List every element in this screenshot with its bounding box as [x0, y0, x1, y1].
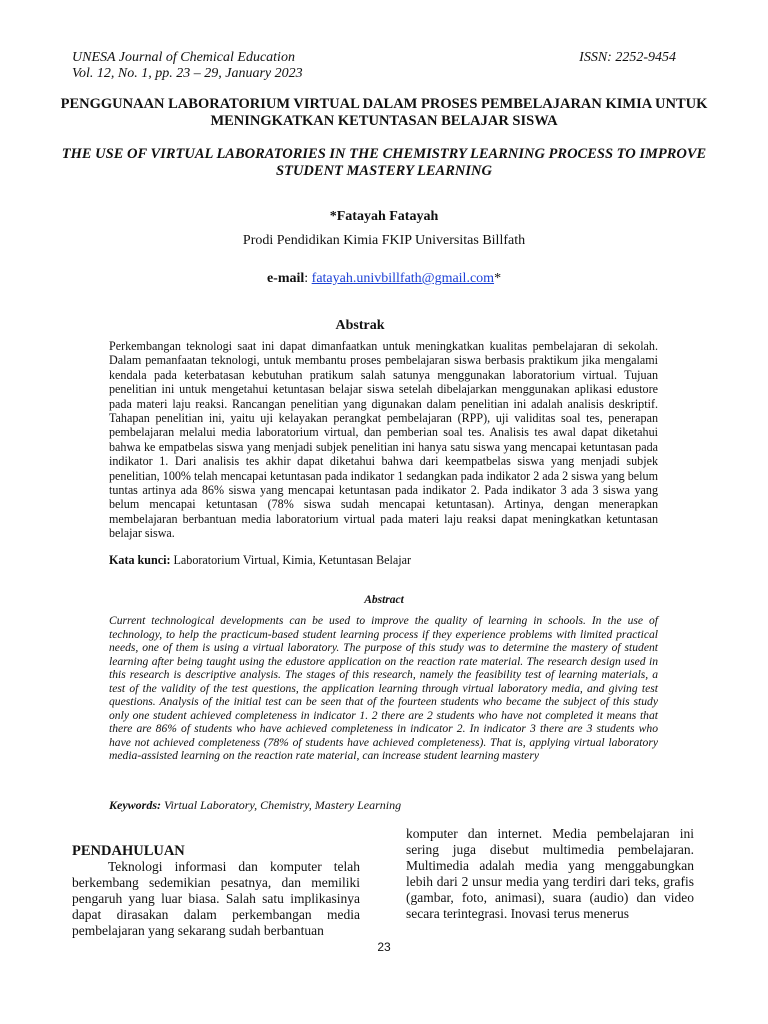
journal-volume: Vol. 12, No. 1, pp. 23 – 29, January 2023 — [72, 66, 303, 81]
abstract-en-body: Current technological developments can be used to improve the quality of learning in schools. In the use of technology, to help the practicum-based student learning process if they experience problems with limited practical needs, one of them is using a virtual laboratory. The purpose of this study was to determine the mastery of student learning after being taught using the edustore application on the reaction rate material. The research design used in this research is descriptive analysis. The stages of this research, namely the feasibility test of learning materials, a test of the validity of the test questions, the application learning through virtual laboratory media, and giving test questions. Analysis of the initial test can be seen that of the fourteen students who became the subject of this study only one student achieved completeness in indicator 1. 2 there are 2 students who have not completed it means that there are 86% of students who have achieved completeness in indicator 2. In indicator 3 there are 3 students who have not achieved completeness (78% of students have achieved completeness). That is, applying virtual laboratory media-assisted learning on the reaction rate material, can increase student learning mastery — [109, 614, 658, 762]
page-number: 23 — [377, 940, 391, 954]
intro-left-column — [72, 843, 360, 939]
abstract-id-heading: Abstrak — [335, 318, 385, 333]
journal-header — [72, 50, 303, 82]
email-separator: : — [304, 271, 312, 286]
keywords-id-label: Kata kunci: — [109, 553, 171, 567]
author-name: *Fatayah Fatayah — [329, 209, 439, 224]
keywords-en — [109, 798, 401, 813]
keywords-en-text: Virtual Laboratory, Chemistry, Mastery Learning — [164, 798, 402, 812]
author-email-line — [0, 271, 768, 287]
abstract-en-heading: Abstract — [364, 594, 404, 606]
abstract-id-body: Perkembangan teknologi saat ini dapat dimanfaatkan untuk meningkatkan kualitas pembelajaran di sekolah. Dalam pemanfaatan teknologi, untuk membantu proses pembelajaran siswa berbasis praktikum jika mengalami kendala pada keterbatasan kebutuhan pratikum salah satunya menggunakan laboratorium virtual. Tujuan penelitian ini untuk mengetahui ketuntasan belajar siswa setelah dibelajarkan menggunakan aplikasi edustore pada materi laju reaksi. Rancangan penelitian yang digunakan dalam penelitian ini adalah analisis deskriptif. Tahapan penelitian ini, yaitu uji kelayakan perangkat pembelajaran (RPP), uji validitas soal tes, penerapan pembelajaran melalui media laboratorium virtual, dan pemberian soal tes. Analisis tes awal dapat diketahui bahwa ke empatbelas siswa yang menjadi subjek penelitian ini hanya satu siswa yang mencapai ketuntasan pada indikator 1. Dari analisis tes akhir dapat diketahui bahwa dari keempatbelas siswa yang menjadi subjek penelitian, 100% telah mencapai ketuntasan pada indikator 1 sedangkan pada indikator 2 ada 2 siswa yang belum tuntas artinya ada 86% siswa yang mencapai ketuntasan pada indikator 2. Pada indikator 3 ada 3 siswa yang belum mencapai ketuntasan (78% siswa sudah mencapai ketuntasan). Artinya, dengan menerapkan membelajaran berbantuan media laboratorium virtual pada materi laju reaksi dapat meningkatkan ketuntasan belajar siswa. — [109, 339, 658, 541]
intro-right-column: komputer dan internet. Media pembelajaran ini sering juga disebut multimedia pembelajaran. Multimedia adalah media yang menggabungkan lebih dari 2 unsur media yang terdiri dari teks, grafis (gambar, foto, animasi), suara (audio) dan video secara terintegrasi. Inovasi terus menerus — [406, 826, 694, 921]
title-english: THE USE OF VIRTUAL LABORATORIES IN THE CHEMISTRY LEARNING PROCESS TO IMPROVE STUDENT MASTERY LEARNING — [61, 146, 707, 179]
author-affiliation: Prodi Pendidikan Kimia FKIP Universitas Billfath — [242, 233, 526, 248]
keywords-id-text: Laboratorium Virtual, Kimia, Ketuntasan Belajar — [173, 553, 412, 567]
email-mark: * — [494, 271, 502, 286]
title-indonesian: PENGGUNAAN LABORATORIUM VIRTUAL DALAM PROSES PEMBELAJARAN KIMIA UNTUK MENINGKATKAN KETUNTASAN BELAJAR SISWA — [60, 96, 708, 129]
keywords-id — [109, 553, 411, 568]
email-link[interactable]: fatayah.univbillfath@gmail.com — [311, 271, 495, 286]
journal-issn: ISSN: 2252-9454 — [579, 50, 676, 65]
keywords-en-label: Keywords: — [109, 798, 161, 812]
intro-heading: PENDAHULUAN — [72, 843, 185, 859]
journal-name: UNESA Journal of Chemical Education — [72, 50, 295, 65]
email-label: e-mail — [266, 271, 305, 286]
intro-left-text: Teknologi informasi dan komputer telah berkembang sedemikian pesatnya, dan memiliki pengaruh yang luar biasa. Salah satu implikasinya dapat dirasakan dalam perkembangan media pembelajaran yang sekarang sudah berbantuan — [72, 859, 360, 938]
